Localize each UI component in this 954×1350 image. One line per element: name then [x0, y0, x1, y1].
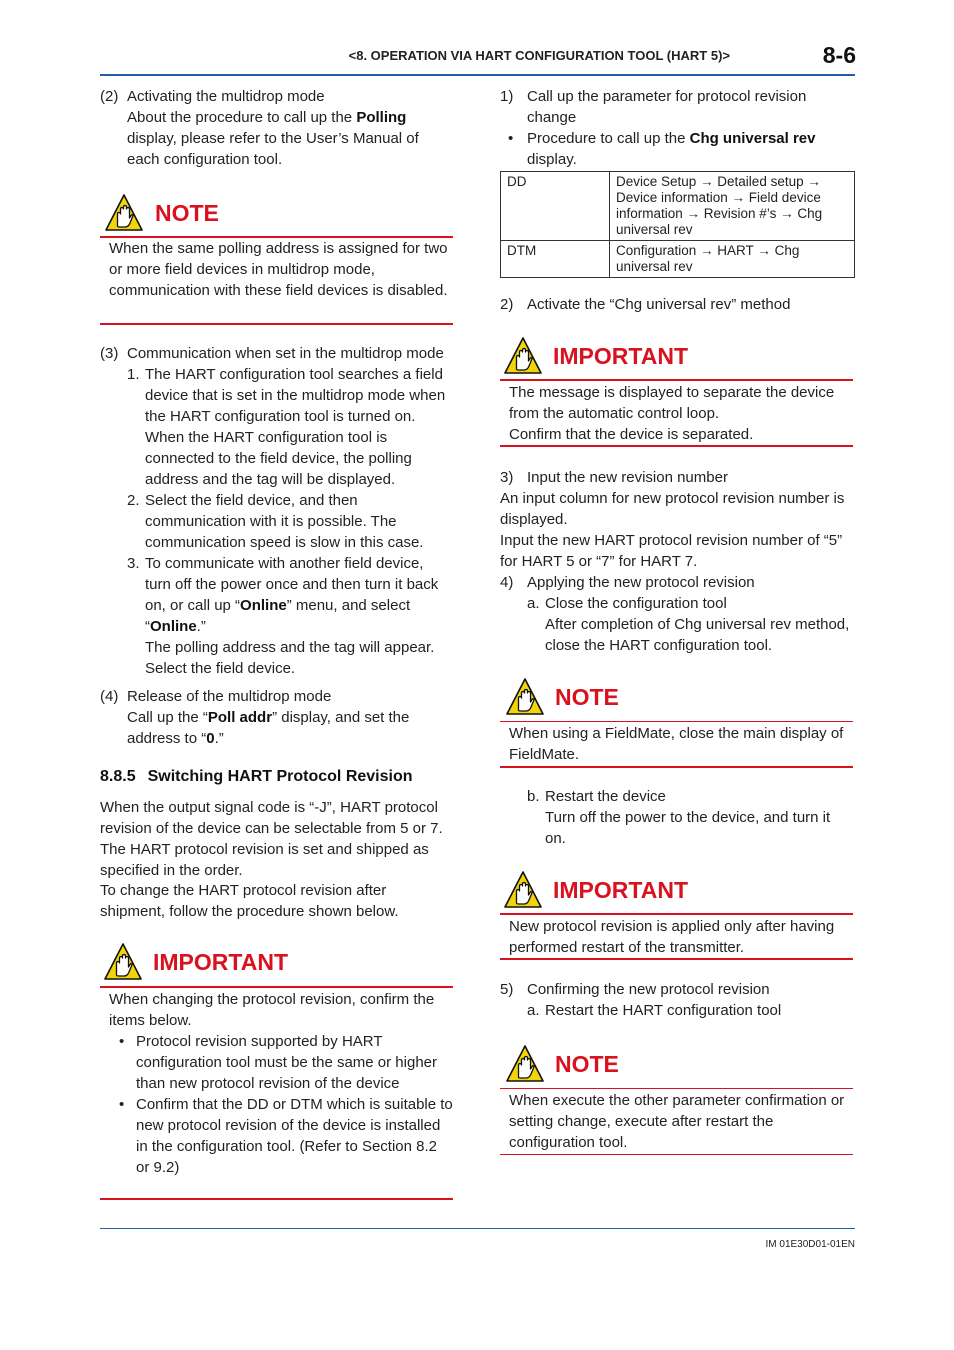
item-4	[100, 686, 453, 749]
table-cell-path: Device Setup → Detailed setup → Device information → Field device information → Revision #’s → Chg universal rev	[610, 172, 855, 241]
important-2-title: IMPORTANT	[553, 343, 689, 369]
item-3-sub-3-text: To communicate with another field device, turn off the power once and then turn it back on, or call up “Online” menu, and select “Online.” The polling address and the tag will appear. Select the field device.	[145, 555, 439, 677]
table-cell-path: Configuration → HART → Chg universal rev	[610, 241, 855, 278]
item-3-sub-2-number: 2.	[127, 492, 140, 509]
step-5a-number: a.	[527, 1002, 540, 1019]
important-1-intro: When changing the protocol revision, confirm the items below.	[109, 991, 435, 1029]
step-2-number: 2)	[500, 296, 514, 313]
item-3-number: (3)	[100, 345, 119, 362]
item-2-title: Activating the multidrop mode	[127, 88, 325, 105]
warning-hand-icon	[104, 193, 144, 239]
note-3-top-rule	[500, 1088, 853, 1089]
table-row	[501, 172, 855, 241]
important-2-body	[500, 382, 853, 445]
step-4b-number: b.	[527, 788, 540, 805]
warning-hand-icon	[505, 677, 545, 723]
note-3-text: When execute the other parameter confirmation or setting change, execute after restart the configuration tool.	[509, 1092, 845, 1151]
step-5	[500, 979, 855, 1021]
item-3-sub-2-text: Select the field device, and then communication with it is possible. The communication speed is slow in this case.	[145, 492, 424, 551]
warning-hand-icon	[103, 942, 143, 988]
important-3-top-rule	[500, 913, 853, 915]
step-5-number: 5)	[500, 981, 514, 998]
important-1-bottom-rule	[100, 1198, 453, 1200]
step-4a-number: a.	[527, 595, 540, 612]
bullet: •	[119, 1033, 125, 1050]
step-3-number: 3)	[500, 469, 514, 486]
item-2-body: About the procedure to call up the Polling display, please refer to the User’s Manual of each configuration tool.	[127, 109, 419, 168]
important-2-line-2: Confirm that the device is separated.	[509, 426, 754, 443]
note-1-title: NOTE	[155, 200, 219, 226]
step-4a-text: Close the configuration tool	[545, 595, 727, 612]
step-1-number: 1)	[500, 88, 514, 105]
step-4-number: 4)	[500, 574, 514, 591]
item-3-title: Communication when set in the multidrop mode	[127, 345, 444, 362]
note-2-bottom-rule	[500, 766, 853, 768]
important-2-bottom-rule	[500, 445, 853, 447]
step-2	[500, 294, 855, 315]
section-paragraph-2: To change the HART protocol revision after shipment, follow the procedure shown below.	[100, 882, 399, 920]
table-row	[501, 241, 855, 278]
important-1-body	[100, 989, 453, 1178]
step-5a-text: Restart the HART configuration tool	[545, 1002, 782, 1019]
bullet: •	[508, 130, 514, 147]
page-number: 8-6	[822, 42, 856, 68]
warning-hand-icon	[503, 336, 543, 382]
step-3-paragraph-1: An input column for new protocol revision number is displayed.	[500, 490, 845, 528]
item-4-number: (4)	[100, 688, 119, 705]
table-cell-tool: DTM	[501, 241, 610, 278]
item-3-sub-3-number: 3.	[127, 555, 140, 572]
step-1-text: Call up the parameter for protocol revision change	[527, 88, 807, 126]
item-3-sub-1-text: The HART configuration tool searches a field device that is set in the multidrop mode when the HART configuration tool is turned on. When the HART configuration tool is connected to the field device, the polling address and the tag will be displayed.	[145, 366, 446, 488]
section-heading: 8.8.5 Switching HART Protocol Revision	[100, 768, 413, 785]
step-4b	[500, 786, 855, 849]
step-2-text: Activate the “Chg universal rev” method	[527, 296, 791, 313]
important-1-bullet-1: Protocol revision supported by HART configuration tool must be the same or higher than new protocol revision of the device	[136, 1033, 438, 1092]
step-3-paragraph-2: Input the new HART protocol revision number of “5” for HART 5 or “7” for HART 7.	[500, 532, 843, 570]
item-3	[100, 343, 453, 679]
step-4b-body: Turn off the power to the device, and turn it on.	[545, 809, 831, 847]
warning-hand-icon	[505, 1044, 545, 1090]
important-2-top-rule	[500, 379, 853, 381]
item-4-body: Call up the “Poll addr” display, and set the address to “0.”	[127, 709, 410, 747]
important-1-bullet-2: Confirm that the DD or DTM which is suitable to new protocol revision of the device is installed in the configuration tool. (Refer to Section 8.2 or 9.2)	[136, 1096, 453, 1176]
document-code: IM 01E30D01-01EN	[765, 1239, 855, 1250]
step-3-text: Input the new revision number	[527, 469, 728, 486]
note-3-bottom-rule	[500, 1154, 853, 1155]
step-3-4	[500, 467, 855, 656]
bullet: •	[119, 1096, 125, 1113]
procedure-table	[500, 171, 855, 278]
item-2	[100, 86, 453, 170]
section-paragraph-1: When the output signal code is “-J”, HART protocol revision of the device can be selectable from 5 or 7. The HART protocol revision is set and shipped as specified in the order.	[100, 799, 443, 879]
running-header: <8. OPERATION VIA HART CONFIGURATION TOOL (HART 5)>	[348, 48, 730, 63]
step-4b-text: Restart the device	[545, 788, 666, 805]
header-rule	[100, 74, 855, 76]
item-2-number: (2)	[100, 88, 119, 105]
item-3-sub-1-number: 1.	[127, 366, 140, 383]
step-5-text: Confirming the new protocol revision	[527, 981, 770, 998]
step-1-bullet: Procedure to call up the Chg universal rev display.	[527, 130, 816, 168]
step-4a-body: After completion of Chg universal rev method, close the HART configuration tool.	[545, 616, 850, 654]
important-1-top-rule	[100, 986, 453, 988]
important-2-line-1: The message is displayed to separate the device from the automatic control loop.	[509, 384, 835, 422]
note-2-title: NOTE	[555, 684, 619, 710]
note-1-text: When the same polling address is assigned for two or more field devices in multidrop mode, communication with these field devices is disabled.	[109, 240, 448, 299]
important-3-bottom-rule	[500, 958, 853, 960]
step-4-text: Applying the new protocol revision	[527, 574, 755, 591]
footer-rule	[100, 1228, 855, 1229]
important-3-title: IMPORTANT	[553, 877, 689, 903]
warning-hand-icon	[503, 870, 543, 916]
important-3-text: New protocol revision is applied only after having performed restart of the transmitter.	[509, 918, 835, 956]
note-1-bottom-rule	[100, 323, 453, 325]
important-1-title: IMPORTANT	[153, 949, 289, 975]
table-cell-tool: DD	[501, 172, 610, 241]
step-1	[500, 86, 855, 170]
note-2-text: When using a FieldMate, close the main display of FieldMate.	[509, 725, 844, 763]
note-2-top-rule	[500, 721, 853, 722]
note-3-title: NOTE	[555, 1051, 619, 1077]
item-4-title: Release of the multidrop mode	[127, 688, 332, 705]
